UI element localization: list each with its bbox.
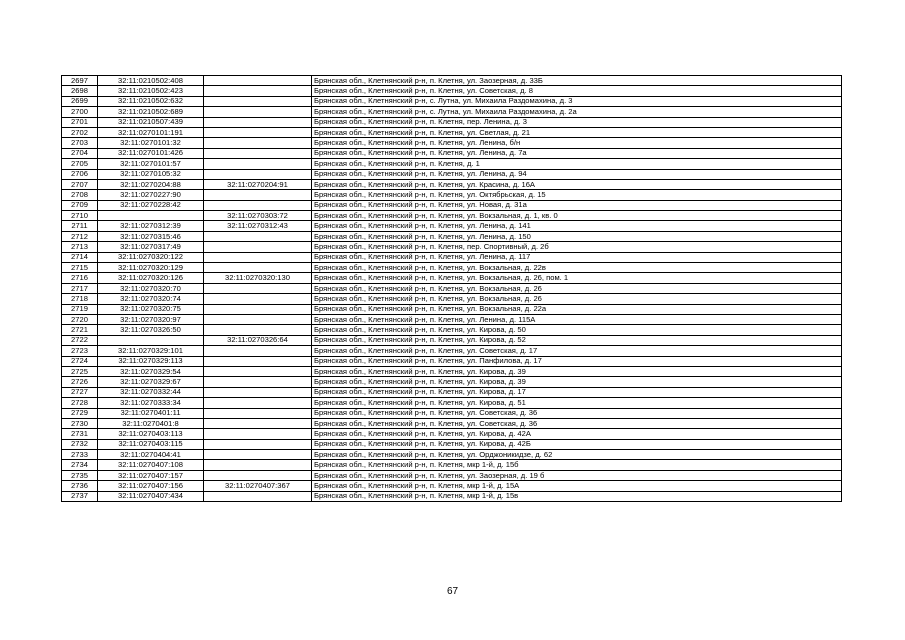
address-cell: Брянская обл., Клетнянский р-н, п. Клетня, ул. Красина, д. 16А [312,179,842,189]
table-row [62,252,842,262]
address-cell: Брянская обл., Клетнянский р-н, п. Клетня, ул. Ленина, д. 115А [312,314,842,324]
cadastral-number-cell: 32:11:0270333:34 [98,398,204,408]
address-cell: Брянская обл., Клетнянский р-н, п. Клетня, ул. Новая, д. 31а [312,200,842,210]
row-number-cell: 2710 [62,211,98,221]
address-cell: Брянская обл., Клетнянский р-н, п. Клетня, пер. Ленина, д. 3 [312,117,842,127]
row-number-cell: 2737 [62,491,98,501]
table-row [62,491,842,501]
table-row [62,377,842,387]
cadastral-number-cell: 32:11:0270326:50 [98,325,204,335]
row-number-cell: 2709 [62,200,98,210]
cadastral-number-cell: 32:11:0270312:39 [98,221,204,231]
row-number-cell: 2717 [62,283,98,293]
cadastral-number-cell: 32:11:0270407:157 [98,470,204,480]
row-number-cell: 2720 [62,314,98,324]
row-number-cell: 2700 [62,107,98,117]
address-cell: Брянская обл., Клетнянский р-н, п. Клетня, ул. Ленина, д. 94 [312,169,842,179]
row-number-cell: 2702 [62,127,98,137]
row-number-cell: 2721 [62,325,98,335]
related-cadastral-number-cell [204,263,312,273]
row-number-cell: 2704 [62,148,98,158]
row-number-cell: 2697 [62,76,98,86]
address-cell: Брянская обл., Клетнянский р-н, п. Клетня, ул. Светлая, д. 21 [312,127,842,137]
row-number-cell: 2707 [62,179,98,189]
related-cadastral-number-cell [204,252,312,262]
row-number-cell: 2711 [62,221,98,231]
address-cell: Брянская обл., Клетнянский р-н, п. Клетня, ул. Советская, д. 36 [312,408,842,418]
address-cell: Брянская обл., Клетнянский р-н, п. Клетня, ул. Советская, д. 8 [312,86,842,96]
related-cadastral-number-cell [204,96,312,106]
address-cell: Брянская обл., Клетнянский р-н, п. Клетня, ул. Вокзальная, д. 26 [312,294,842,304]
related-cadastral-number-cell [204,283,312,293]
row-number-cell: 2734 [62,460,98,470]
cadastral-number-cell: 32:11:0210507:439 [98,117,204,127]
table-row [62,408,842,418]
cadastral-number-cell: 32:11:0270101:57 [98,159,204,169]
table-row [62,418,842,428]
address-cell: Брянская обл., Клетнянский р-н, п. Клетня, ул. Заозерная, д. 33Б [312,76,842,86]
cadastral-number-cell: 32:11:0270329:54 [98,366,204,376]
related-cadastral-number-cell: 32:11:0270303:72 [204,211,312,221]
related-cadastral-number-cell [204,366,312,376]
address-cell: Брянская обл., Клетнянский р-н, п. Клетня, ул. Вокзальная, д. 22в [312,263,842,273]
row-number-cell: 2703 [62,138,98,148]
table-row [62,138,842,148]
related-cadastral-number-cell [204,439,312,449]
table-row [62,325,842,335]
row-number-cell: 2716 [62,273,98,283]
related-cadastral-number-cell [204,117,312,127]
row-number-cell: 2698 [62,86,98,96]
address-cell: Брянская обл., Клетнянский р-н, п. Клетня, ул. Советская, д. 36 [312,418,842,428]
related-cadastral-number-cell [204,314,312,324]
cadastral-number-cell: 32:11:0270228:42 [98,200,204,210]
address-cell: Брянская обл., Клетнянский р-н, п. Клетня, ул. Кирова, д. 42Б [312,439,842,449]
table-row [62,429,842,439]
row-number-cell: 2728 [62,398,98,408]
table-row [62,387,842,397]
related-cadastral-number-cell [204,190,312,200]
page-number: 67 [446,586,459,597]
address-cell: Брянская обл., Клетнянский р-н, п. Клетня, ул. Ленина, д. 141 [312,221,842,231]
cadastral-number-cell: 32:11:0270403:113 [98,429,204,439]
row-number-cell: 2722 [62,335,98,345]
address-cell: Брянская обл., Клетнянский р-н, п. Клетня, ул. Ленина, д. 150 [312,231,842,241]
cadastral-number-cell: 32:11:0270401:8 [98,418,204,428]
cadastral-number-cell: 32:11:0270320:129 [98,263,204,273]
row-number-cell: 2723 [62,346,98,356]
row-number-cell: 2708 [62,190,98,200]
cadastral-number-cell: 32:11:0270329:67 [98,377,204,387]
related-cadastral-number-cell: 32:11:0270312:43 [204,221,312,231]
table-row [62,159,842,169]
table-row [62,273,842,283]
registry-table-body [62,76,842,502]
address-cell: Брянская обл., Клетнянский р-н, п. Клетня, ул. Ленина, д. 7а [312,148,842,158]
address-cell: Брянская обл., Клетнянский р-н, п. Клетня, мкр 1-й, д. 15А [312,481,842,491]
related-cadastral-number-cell: 32:11:0270320:130 [204,273,312,283]
address-cell: Брянская обл., Клетнянский р-н, п. Клетня, д. 1 [312,159,842,169]
related-cadastral-number-cell [204,86,312,96]
address-cell: Брянская обл., Клетнянский р-н, п. Клетня, ул. Кирова, д. 52 [312,335,842,345]
related-cadastral-number-cell [204,294,312,304]
address-cell: Брянская обл., Клетнянский р-н, п. Клетня, ул. Заозерная, д. 19 б [312,470,842,480]
related-cadastral-number-cell [204,377,312,387]
row-number-cell: 2701 [62,117,98,127]
row-number-cell: 2731 [62,429,98,439]
table-row [62,221,842,231]
cadastral-number-cell: 32:11:0270320:75 [98,304,204,314]
cadastral-number-cell: 32:11:0270401:11 [98,408,204,418]
table-row [62,96,842,106]
related-cadastral-number-cell [204,138,312,148]
cadastral-number-cell: 32:11:0270317:49 [98,242,204,252]
related-cadastral-number-cell: 32:11:0270326:64 [204,335,312,345]
cadastral-number-cell: 32:11:0270332:44 [98,387,204,397]
related-cadastral-number-cell [204,159,312,169]
table-row [62,127,842,137]
related-cadastral-number-cell [204,418,312,428]
table-row [62,346,842,356]
address-cell: Брянская обл., Клетнянский р-н, п. Клетня, ул. Ленина, б/н [312,138,842,148]
row-number-cell: 2732 [62,439,98,449]
address-cell: Брянская обл., Клетнянский р-н, п. Клетня, ул. Советская, д. 17 [312,346,842,356]
address-cell: Брянская обл., Клетнянский р-н, п. Клетня, пер. Спортивный, д. 2б [312,242,842,252]
table-row [62,200,842,210]
table-row [62,169,842,179]
related-cadastral-number-cell [204,356,312,366]
cadastral-number-cell: 32:11:0270204:88 [98,179,204,189]
table-row [62,211,842,221]
cadastral-number-cell: 32:11:0270101:191 [98,127,204,137]
table-row [62,76,842,86]
table-row [62,335,842,345]
row-number-cell: 2706 [62,169,98,179]
address-cell: Брянская обл., Клетнянский р-н, п. Клетня, ул. Вокзальная, д. 26 [312,283,842,293]
row-number-cell: 2699 [62,96,98,106]
cadastral-number-cell [98,211,204,221]
cadastral-number-cell: 32:11:0270403:115 [98,439,204,449]
related-cadastral-number-cell [204,127,312,137]
related-cadastral-number-cell [204,148,312,158]
related-cadastral-number-cell [204,231,312,241]
address-cell: Брянская обл., Клетнянский р-н, п. Клетня, ул. Кирова, д. 17 [312,387,842,397]
table-row [62,450,842,460]
related-cadastral-number-cell [204,76,312,86]
address-cell: Брянская обл., Клетнянский р-н, п. Клетня, ул. Октябрьская, д. 15 [312,190,842,200]
table-row [62,148,842,158]
row-number-cell: 2729 [62,408,98,418]
cadastral-number-cell: 32:11:0210502:689 [98,107,204,117]
cadastral-number-cell: 32:11:0270101:32 [98,138,204,148]
table-row [62,304,842,314]
related-cadastral-number-cell: 32:11:0270407:367 [204,481,312,491]
related-cadastral-number-cell [204,408,312,418]
cadastral-number-cell: 32:11:0270101:426 [98,148,204,158]
related-cadastral-number-cell: 32:11:0270204:91 [204,179,312,189]
related-cadastral-number-cell [204,107,312,117]
table-row [62,179,842,189]
row-number-cell: 2712 [62,231,98,241]
related-cadastral-number-cell [204,450,312,460]
row-number-cell: 2733 [62,450,98,460]
row-number-cell: 2718 [62,294,98,304]
cadastral-number-cell: 32:11:0270315:46 [98,231,204,241]
table-row [62,460,842,470]
table-row [62,314,842,324]
related-cadastral-number-cell [204,169,312,179]
table-row [62,294,842,304]
row-number-cell: 2726 [62,377,98,387]
address-cell: Брянская обл., Клетнянский р-н, п. Клетня, ул. Орджоникидзе, д. 62 [312,450,842,460]
address-cell: Брянская обл., Клетнянский р-н, п. Клетня, ул. Кирова, д. 39 [312,377,842,387]
cadastral-number-cell: 32:11:0270407:108 [98,460,204,470]
related-cadastral-number-cell [204,346,312,356]
table-row [62,398,842,408]
registry-table [61,75,842,502]
address-cell: Брянская обл., Клетнянский р-н, п. Клетня, ул. Вокзальная, д. 22а [312,304,842,314]
address-cell: Брянская обл., Клетнянский р-н, п. Клетня, ул. Вокзальная, д. 1, кв. 0 [312,211,842,221]
table-row [62,190,842,200]
related-cadastral-number-cell [204,200,312,210]
table-row [62,263,842,273]
row-number-cell: 2724 [62,356,98,366]
cadastral-number-cell: 32:11:0210502:632 [98,96,204,106]
cadastral-number-cell: 32:11:0270407:434 [98,491,204,501]
row-number-cell: 2736 [62,481,98,491]
table-row [62,366,842,376]
cadastral-number-cell: 32:11:0270320:70 [98,283,204,293]
address-cell: Брянская обл., Клетнянский р-н, п. Клетня, ул. Кирова, д. 50 [312,325,842,335]
cadastral-number-cell: 32:11:0270329:113 [98,356,204,366]
cadastral-number-cell [98,335,204,345]
cadastral-number-cell: 32:11:0270105:32 [98,169,204,179]
related-cadastral-number-cell [204,387,312,397]
address-cell: Брянская обл., Клетнянский р-н, п. Клетня, ул. Кирова, д. 42А [312,429,842,439]
address-cell: Брянская обл., Клетнянский р-н, п. Клетня, ул. Панфилова, д. 17 [312,356,842,366]
related-cadastral-number-cell [204,429,312,439]
address-cell: Брянская обл., Клетнянский р-н, с. Лутна, ул. Михаила Раздомахина, д. 2а [312,107,842,117]
address-cell: Брянская обл., Клетнянский р-н, п. Клетня, мкр 1-й, д. 15в [312,491,842,501]
related-cadastral-number-cell [204,304,312,314]
cadastral-number-cell: 32:11:0270320:74 [98,294,204,304]
cadastral-number-cell: 32:11:0270320:126 [98,273,204,283]
related-cadastral-number-cell [204,242,312,252]
address-cell: Брянская обл., Клетнянский р-н, п. Клетня, ул. Ленина, д. 117 [312,252,842,262]
address-cell: Брянская обл., Клетнянский р-н, п. Клетня, ул. Кирова, д. 39 [312,366,842,376]
cadastral-number-cell: 32:11:0270320:97 [98,314,204,324]
address-cell: Брянская обл., Клетнянский р-н, п. Клетня, мкр 1-й, д. 15б [312,460,842,470]
cadastral-number-cell: 32:11:0270320:122 [98,252,204,262]
cadastral-number-cell: 32:11:0210502:423 [98,86,204,96]
row-number-cell: 2705 [62,159,98,169]
related-cadastral-number-cell [204,325,312,335]
address-cell: Брянская обл., Клетнянский р-н, с. Лутна, ул. Михаила Раздомахина, д. 3 [312,96,842,106]
table-row [62,283,842,293]
table-row [62,117,842,127]
row-number-cell: 2735 [62,470,98,480]
related-cadastral-number-cell [204,491,312,501]
row-number-cell: 2715 [62,263,98,273]
cadastral-number-cell: 32:11:0270329:101 [98,346,204,356]
related-cadastral-number-cell [204,398,312,408]
cadastral-number-cell: 32:11:0270404:41 [98,450,204,460]
row-number-cell: 2730 [62,418,98,428]
table-row [62,356,842,366]
address-cell: Брянская обл., Клетнянский р-н, п. Клетня, ул. Вокзальная, д. 26, пом. 1 [312,273,842,283]
table-row [62,107,842,117]
table-row [62,86,842,96]
table-row [62,231,842,241]
table-row [62,470,842,480]
related-cadastral-number-cell [204,460,312,470]
table-row [62,242,842,252]
row-number-cell: 2714 [62,252,98,262]
table-row [62,439,842,449]
address-cell: Брянская обл., Клетнянский р-н, п. Клетня, ул. Кирова, д. 51 [312,398,842,408]
cadastral-number-cell: 32:11:0270407:156 [98,481,204,491]
row-number-cell: 2727 [62,387,98,397]
related-cadastral-number-cell [204,470,312,480]
table-row [62,481,842,491]
cadastral-number-cell: 32:11:0270227:90 [98,190,204,200]
row-number-cell: 2719 [62,304,98,314]
row-number-cell: 2725 [62,366,98,376]
cadastral-number-cell: 32:11:0210502:408 [98,76,204,86]
row-number-cell: 2713 [62,242,98,252]
